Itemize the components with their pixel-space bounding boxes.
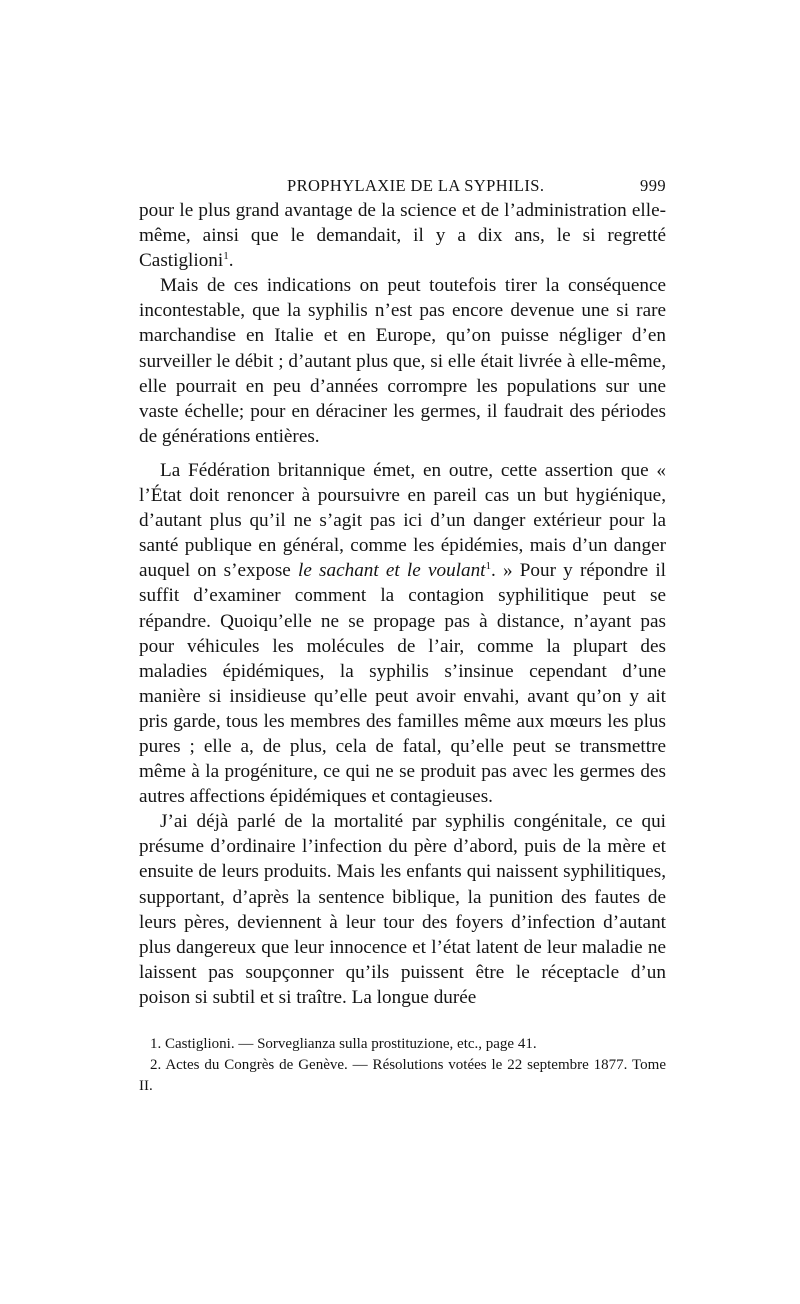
paragraph-2: Mais de ces indications on peut toutefois tirer la conséquence incontestable, que la syphilis n’est pas encore devenue une si rare marchandise en Italie et en Europe, qu’on puisse négliger d’en surveiller le débit ; d’autant plus que, si elle était livrée à elle-même, elle pourrait en peu d’années corrompre les populations sur une vaste échelle; pour en déraciner les germes, il faudrait des périodes de générations entières.	[139, 275, 666, 447]
paragraph-3	[139, 458, 666, 809]
paragraph-3-rest: . » Pour y répondre il suffit d’examiner comment la contagion syphilitique peut se répandre. Quoiqu’elle ne se propage pas à distance, n’ayant pas pour véhicules les molécules de l’air, comme la plupart des maladies épidémiques, la syphilis s’insinue cependant d’une manière si insidieuse qu’elle peut avoir envahi, avant qu’on y ait pris garde, tous les membres des familles même aux mœurs les plus pures ; elle a, de plus, cela de fatal, qu’elle peut se transmettre même à la progéniture, ce qui ne se produit pas avec les germes des autres affections épidémiques et contagieuses.	[139, 560, 666, 808]
footnote-2: 2. Actes du Congrès de Genève. — Résolutions votées le 22 septembre 1877. Tome II.	[139, 1057, 666, 1094]
running-title: PROPHYLAXIE DE LA SYPHILIS.	[287, 176, 545, 195]
footnote-ref-1: 1	[223, 250, 229, 263]
paragraph-4: J’ai déjà parlé de la mortalité par syphilis congénitale, ce qui présume d’ordinaire l’infection du père d’abord, puis de la mère et ensuite de leurs produits. Mais les enfants qui naissent syphilitiques, supportant, d’après la sentence biblique, la punition des fautes de leurs pères, deviennent à leur tour des foyers d’infection d’autant plus dangereux que leur innocence et l’état latent de leur maladie ne laissent pas soupçonner qu’ils puissent être le réceptacle d’un poison si subtil et si traître. La longue durée	[139, 811, 666, 1008]
footnote-1: 1. Castiglioni. — Sorveglianza sulla prostituzione, etc., page 41.	[150, 1036, 537, 1052]
page-number: 999	[640, 176, 666, 195]
paragraph-3-emphasis: le sachant et le voulant	[298, 560, 486, 582]
book-page	[139, 170, 666, 1097]
paragraph-3-text: La Fédération britannique émet, en outre, cette assertion que « l’État doit renoncer à poursuivre en pareil cas un but hygiénique, d’autant plus qu’il ne s’agit pas ici d’un danger extérieur pour la santé publique en général, comme les épidémies, mais d’un danger auquel on s’expose	[139, 459, 666, 582]
paragraph-1-end: .	[228, 250, 234, 272]
paragraph-1-text: pour le plus grand avantage de la science et de l’administration elle-même, ainsi que le demandait, il y a dix ans, le si regretté Castiglioni	[139, 200, 666, 272]
paragraph-1	[139, 198, 666, 273]
running-head	[139, 170, 666, 198]
body-text	[139, 198, 666, 1010]
footnotes	[139, 1034, 666, 1097]
footnote-ref-2: 1	[485, 560, 492, 573]
